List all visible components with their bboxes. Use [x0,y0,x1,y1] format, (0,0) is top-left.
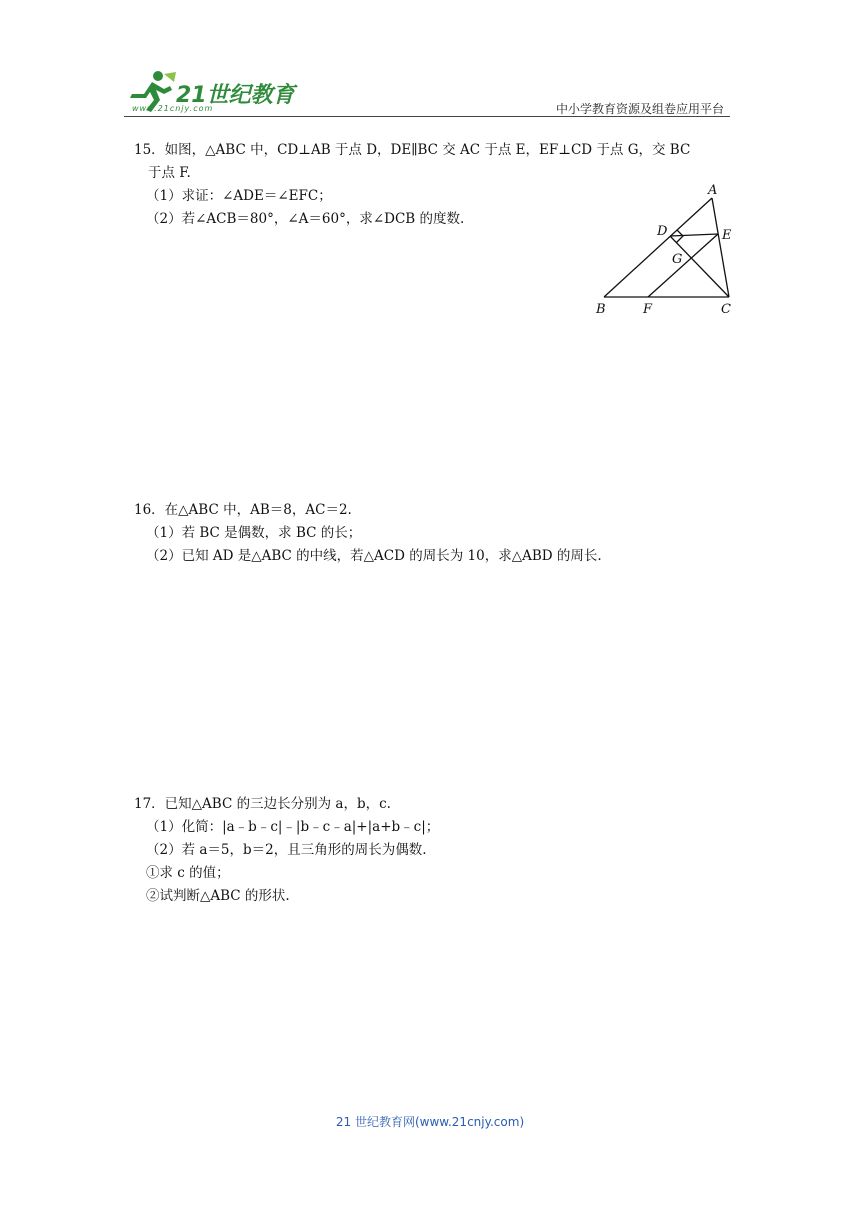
logo-text: 21世纪教育 [176,83,295,108]
q15-part1: （1）求证：∠ADE＝∠EFC； [146,188,332,204]
header-platform-text: 中小学教育资源及组卷应用平台 [555,102,724,116]
label-g: G [672,252,683,267]
side-ab [604,198,712,297]
label-d: D [657,224,668,239]
label-b: B [596,302,606,317]
q15-line2: 于点 F. [148,165,191,181]
q15-part2: （2）若∠ACB＝80°，∠A＝60°，求∠DCB 的度数. [146,211,465,227]
logo-url-text: www.21cnjy.com [132,104,214,113]
q17-sub2: ②试判断△ABC 的形状. [146,888,290,904]
q15-line1: 15．如图，△ABC 中，CD⊥AB 于点 D，DE∥BC 交 AC 于点 E，EF⊥CD 于点 G，交 BC [134,142,691,158]
q16-line1: 16．在△ABC 中，AB＝8，AC＝2. [134,502,352,518]
label-c: C [721,302,731,317]
q17-part1: （1）化简：|a﹣b﹣c|﹣|b﹣c﹣a|+|a+b﹣c|； [146,819,440,835]
q16-part2: （2）已知 AD 是△ABC 的中线，若△ACD 的周长为 10，求△ABD 的周长. [146,548,602,564]
header-divider [124,116,730,117]
label-a: A [708,183,718,198]
segment-de [670,234,718,236]
segment-ef [648,234,718,297]
label-f: F [643,302,653,317]
footer-link[interactable]: 21 世纪教育网(www.21cnjy.com) [335,1115,525,1129]
q17-line1: 17．已知△ABC 的三边长分别为 a，b，c. [134,796,391,812]
q17-part2: （2）若 a＝5，b＝2，且三角形的周长为偶数. [146,842,427,858]
q16-part1: （1）若 BC 是偶数，求 BC 的长； [146,525,362,541]
q17-sub1: ①求 c 的值； [146,865,230,881]
right-angle-mark [676,230,683,243]
triangle-figure [590,178,740,320]
label-e: E [722,228,732,243]
